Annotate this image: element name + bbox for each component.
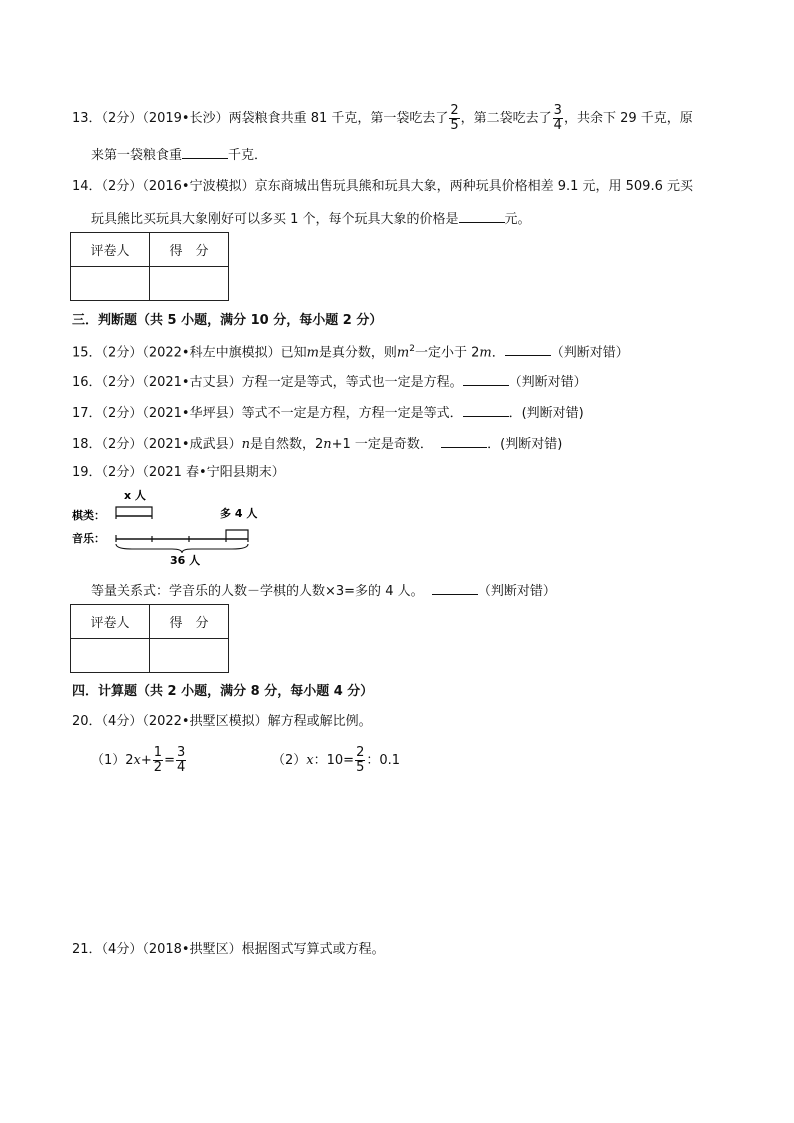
q13-text-mid: ，第二袋吃去了 (460, 111, 552, 126)
q19-segment-diagram (72, 486, 262, 566)
q20-part-1: （1）2x+ $\frac{1}{2}$ = $\frac{3}{4}$ (91, 745, 186, 775)
q13-answer-blank[interactable] (182, 144, 228, 159)
question-19: 19．（2分）（2021 春•宁阳县期末） (72, 465, 285, 480)
score-table-header-grader: 评卷人 (71, 233, 150, 267)
question-14: 14．（2分）（2016•宁波模拟）京东商城出售玩具熊和玩具大象，两种玩具价格相差 9.1 元，用 509.6 元买 (72, 179, 693, 194)
q16-answer-blank[interactable] (463, 371, 509, 386)
q15-answer-blank[interactable] (505, 341, 551, 356)
q20-part-2: （2）x：10= $\frac{2}{5}$ ：0.1 (272, 745, 401, 775)
score-table-cell-grader[interactable] (71, 267, 150, 301)
q19-answer-blank[interactable] (432, 580, 478, 595)
score-table-header-score: 得 分 (150, 233, 229, 267)
question-18: 18．（2分）（2021•成武县）n是自然数，2n+1 一定是奇数． ．(判断对错) (72, 433, 562, 454)
q20-p2-fraction: $\frac{2}{5}$ (356, 745, 365, 775)
question-19-statement: 等量关系式：学音乐的人数－学棋的人数×3=多的 4 人。 （判断对错） (91, 580, 556, 601)
q18-answer-blank[interactable] (441, 433, 487, 448)
q19-more-brace (226, 530, 248, 535)
q13-fraction-2: $\frac{3}{4}$ (553, 103, 562, 133)
q14-answer-blank[interactable] (459, 208, 505, 223)
q13-text-prefix: 13．（2分）（2019•长沙）两袋粮食共重 81 千克，第一袋吃去了 (72, 111, 449, 126)
section-3-heading: 三．判断题（共 5 小题，满分 10 分，每小题 2 分） (72, 313, 383, 328)
q19-more-label: 多 4 人 (220, 507, 258, 520)
score-table-2 (70, 604, 229, 673)
q13-text-suffix: ，共余下 29 千克，原 (563, 111, 693, 126)
q20-p1-fraction-right: $\frac{3}{4}$ (176, 745, 186, 775)
score-table-cell-score[interactable] (150, 267, 229, 301)
score-table-1 (70, 232, 229, 301)
score-table-2-cell-score[interactable] (150, 639, 229, 673)
question-14-line2: 玩具熊比买玩具大象刚好可以多买 1 个，每个玩具大象的价格是 元。 (91, 208, 531, 229)
question-16: 16．（2分）（2021•古丈县）方程一定是等式，等式也一定是方程。 （判断对错） (72, 371, 587, 392)
q19-chess-brace (116, 507, 152, 512)
q19-total-brace (116, 544, 248, 553)
section-4-heading: 四．计算题（共 2 小题，满分 8 分，每小题 4 分） (72, 684, 374, 699)
question-20: 20．（4分）（2022•拱墅区模拟）解方程或解比例。 (72, 714, 372, 729)
q19-chess-label: 棋类： (72, 509, 105, 522)
q13-fraction-1: $\frac{2}{5}$ (450, 103, 459, 133)
q17-answer-blank[interactable] (463, 402, 509, 417)
score-table-2-header-grader: 评卷人 (71, 605, 150, 639)
q19-x-label: x 人 (124, 489, 146, 502)
question-13 (72, 104, 693, 133)
q19-music-label: 音乐： (72, 532, 105, 545)
question-21: 21．（4分）（2018•拱墅区）根据图式写算式或方程。 (72, 942, 385, 957)
q19-total-label: 36 人 (170, 554, 201, 566)
score-table-2-cell-grader[interactable] (71, 639, 150, 673)
q20-p1-fraction-left: $\frac{1}{2}$ (153, 745, 163, 775)
question-13-line2: 来第一袋粮食重 千克． (91, 144, 267, 165)
score-table-2-header-score: 得 分 (150, 605, 229, 639)
question-17: 17．（2分）（2021•华坪县）等式不一定是方程，方程一定是等式． ．(判断对错) (72, 402, 584, 423)
question-15: 15．（2分）（2022•科左中旗模拟）已知m是真分数，则$m^2$一定小于 2m． （判断对错） (72, 340, 629, 362)
